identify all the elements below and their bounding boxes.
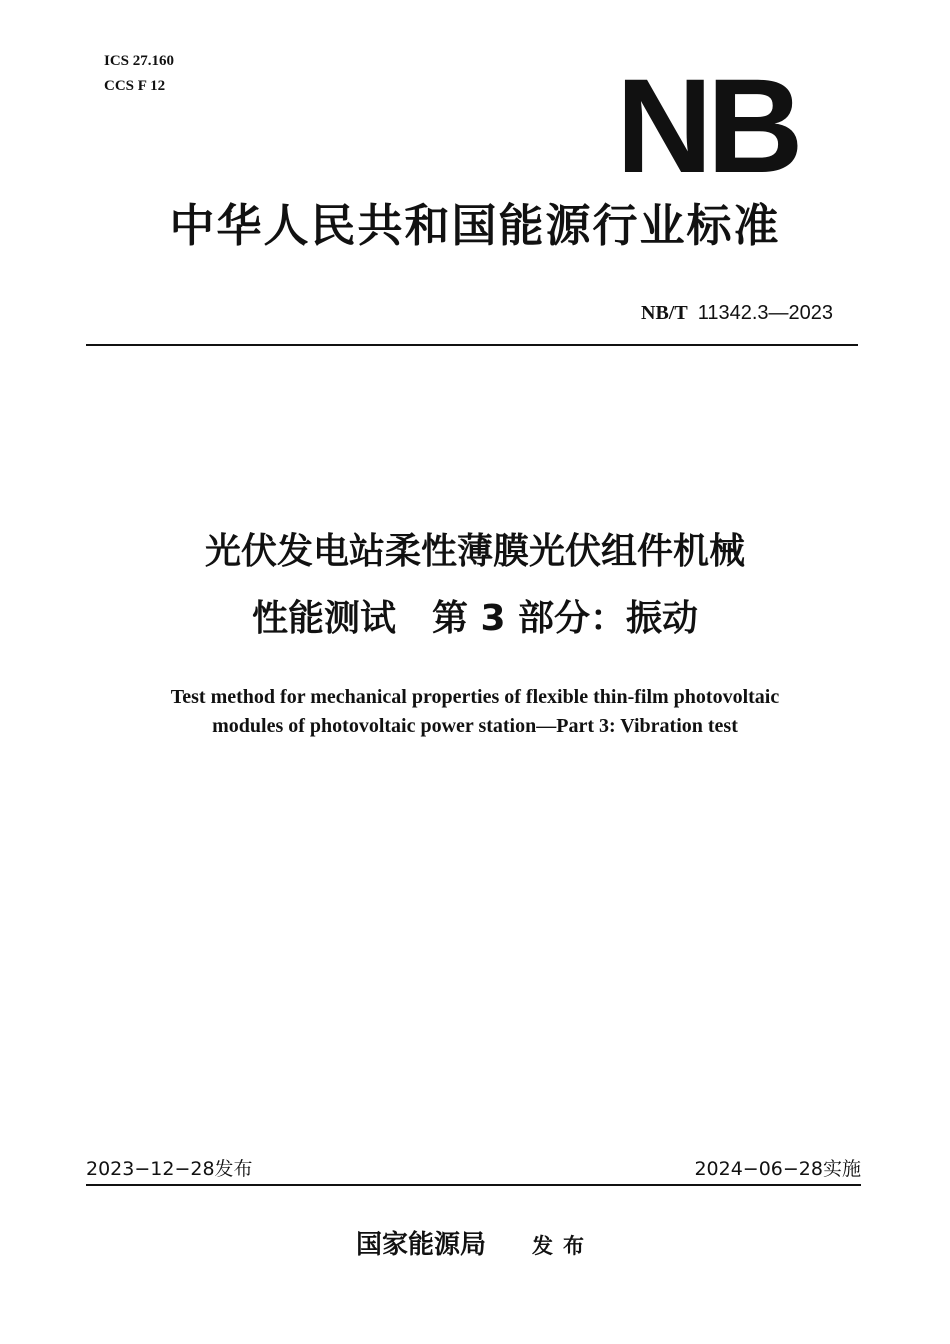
publisher-name: 国家能源局 bbox=[355, 1230, 486, 1260]
chinese-title-line-1: 光伏发电站柔性薄膜光伏组件机械 bbox=[204, 531, 745, 572]
standard-type-title: 中华人民共和国能源行业标准 bbox=[169, 199, 781, 252]
standard-number bbox=[641, 299, 833, 326]
english-title-line-2: modules of photovoltaic power station—Part 3: Vibration test bbox=[212, 715, 738, 737]
publish-verb: 发布 bbox=[532, 1233, 594, 1258]
publisher-line bbox=[0, 1228, 950, 1263]
issue-date: 2023−12−28发布 bbox=[86, 1158, 253, 1180]
standard-number-prefix: NB/T bbox=[641, 302, 688, 324]
top-divider bbox=[86, 344, 858, 346]
ccs-code: CCS F 12 bbox=[104, 78, 166, 94]
standard-number-value: 11342.3—2023 bbox=[697, 302, 833, 324]
implementation-date: 2024−06−28实施 bbox=[694, 1158, 861, 1180]
ics-code: ICS 27.160 bbox=[104, 53, 175, 69]
chinese-title-line-2: 性能测试 第 3 部分：振动 bbox=[251, 598, 699, 639]
english-title-line-1: Test method for mechanical properties of flexible thin-film photovoltaic bbox=[170, 686, 780, 708]
bottom-divider bbox=[86, 1184, 861, 1186]
nb-logo: NB bbox=[616, 52, 798, 201]
